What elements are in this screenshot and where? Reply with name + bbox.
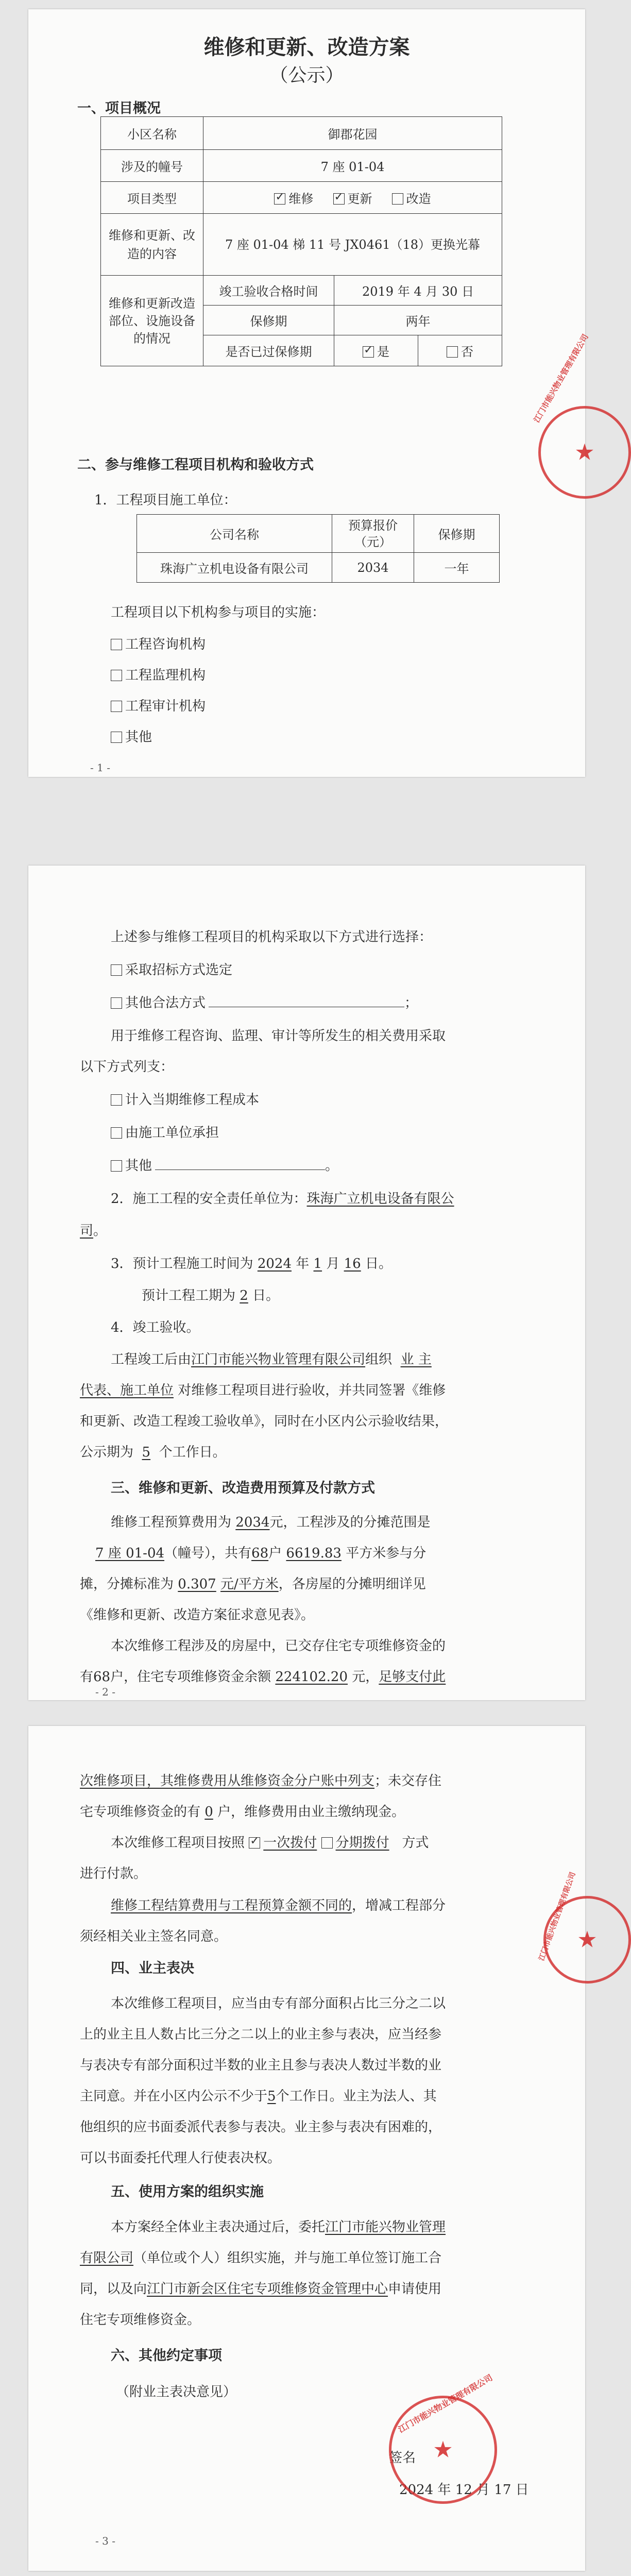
p2-acceptance-l3: 和更新、改造工程竣工验收单》，同时在小区内公示验收结果， (80, 1414, 449, 1429)
tender-label: 采取招标方式选定 (125, 962, 233, 978)
scope-text-2: 户 (268, 1546, 282, 1561)
budget-cell: 2034 (332, 553, 414, 583)
p2-safety-unit (111, 1188, 454, 1207)
checkbox-other (111, 732, 122, 743)
community-name-label: 小区名称 (101, 117, 203, 150)
section-2-heading: 二、参与维修工程项目机构和验收方式 (77, 457, 314, 473)
warranty-header: 保修期 (414, 515, 500, 553)
p3-vote-2: 上的业主且人数占比三分之二以上的业主参与表决，应当经参 (80, 2027, 442, 2042)
org-consulting (111, 634, 206, 653)
impl-text-3: 同，以及向 (80, 2281, 147, 2297)
p3-line-1 (80, 1770, 441, 1789)
p2-line-21: 《维修和更新、改造方案征求意见表》。 (80, 1607, 315, 1623)
schedule-label: 3．预计工程施工时间为 (111, 1256, 253, 1272)
scope-text-1: （幢号），共有 (164, 1546, 252, 1561)
p3-vote-5: 他组织的应书面委派代表参与表决。业主参与表决有困难的， (80, 2120, 442, 2135)
org-consulting-label: 工程咨询机构 (125, 637, 206, 652)
p2-cost-current (111, 1089, 259, 1108)
section-1-heading: 一、项目概况 (77, 100, 161, 116)
p3-line-4: 进行付款。 (80, 1866, 147, 1882)
budget-text: 元，工程涉及的分摊范围是 (269, 1515, 431, 1530)
payment-mode-text: 方式 (402, 1835, 429, 1851)
p3-line-2 (80, 1801, 405, 1820)
p2-schedule (111, 1253, 392, 1272)
checkbox-other-method (111, 997, 122, 1009)
p2-safety-unit-cont: 司。 (80, 1223, 107, 1239)
p3-line-3 (111, 1832, 429, 1851)
p2-acceptance-l4 (80, 1442, 226, 1461)
p2-tender-option (111, 959, 232, 978)
company-cell: 珠海广立机电设备有限公司 (137, 553, 332, 583)
schedule-day: 16 (344, 1256, 361, 1272)
no-label: 否 (461, 345, 473, 359)
other-orgs-intro: 工程项目以下机构参与项目的实施： (111, 605, 326, 620)
rate-unit: 元/平方米 (220, 1577, 279, 1592)
duration-label: 预计工程工期为 (142, 1288, 236, 1303)
impl-company-cont: 有限公司 (80, 2250, 134, 2266)
p2-budget (111, 1512, 430, 1531)
org-supervision (111, 665, 206, 684)
content-label: 维修和更新、改造的内容 (101, 214, 203, 276)
checkbox-yes (363, 346, 374, 358)
project-overview-table (100, 116, 502, 366)
unpaid-households: 0 (204, 1804, 213, 1820)
p2-acceptance-l2 (80, 1380, 446, 1399)
cost-contractor-label: 由施工单位承担 (125, 1125, 219, 1141)
duration-days: 2 (240, 1288, 248, 1303)
section-6-heading: 六、其他约定事项 (111, 2348, 222, 2364)
org-audit-label: 工程审计机构 (125, 699, 206, 714)
company-header: 公司名称 (137, 515, 332, 553)
yes-label: 是 (377, 345, 389, 359)
p3-impl-1 (111, 2216, 446, 2235)
p3-text-5: ，增减工程部分 (352, 1898, 446, 1913)
org-other (111, 726, 152, 745)
scope-households: 68 (251, 1546, 269, 1561)
page-1 (28, 9, 595, 777)
p3-text-1: ；未交存住 (374, 1773, 442, 1789)
payment-mode-label: 本次维修工程项目按照 (111, 1835, 245, 1851)
duration-unit: 日。 (252, 1288, 280, 1303)
org-supervision-label: 工程监理机构 (125, 668, 206, 683)
checkbox-no (447, 346, 458, 358)
p2-rate (80, 1573, 426, 1592)
publicity-days: 5 (142, 1445, 151, 1460)
impl-text-4: 申请使用 (388, 2281, 442, 2297)
cost-current-label: 计入当期维修工程成本 (125, 1092, 260, 1108)
project-type-options (203, 182, 502, 214)
warranty-cell: 一年 (414, 553, 500, 583)
impl-company: 江门市能兴物业管理 (325, 2219, 446, 2235)
p3-vote-3: 与表决专有部分面积过半数的业主且参与表决人数过半数的业 (80, 2058, 442, 2073)
option-renovate: 改造 (406, 192, 431, 206)
page-3 (28, 1726, 598, 2571)
facility-label: 维修和更新改造部位、设施设备的情况 (101, 276, 203, 366)
p2-scope (80, 1543, 426, 1562)
contractor-table (137, 514, 500, 583)
p3-vote-6: 可以书面委托代理人行使表决权。 (80, 2150, 281, 2166)
scope-building: 7 座 01-04 (95, 1546, 165, 1561)
project-type-label: 项目类型 (101, 182, 203, 214)
fund-text-1: 有 (80, 1669, 94, 1685)
checkbox-supervision (111, 670, 122, 681)
section-4-heading: 四、业主表决 (111, 1960, 194, 1976)
budget-amount: 2034 (235, 1515, 270, 1530)
p2-other-method: 其他合法方式 ； (111, 992, 418, 1011)
p2-fund (80, 1666, 446, 1685)
p3-vote-1: 本次维修工程项目，应当由专有部分面积占比三分之二以 (111, 1996, 446, 2011)
page-2 (28, 866, 585, 1700)
lump-sum-option: 一次拨付 (263, 1835, 317, 1851)
p3-date: 2024 年 12 月 17 日 (399, 2482, 529, 2498)
section-3-heading: 三、维修和更新、改造费用预算及付款方式 (111, 1480, 375, 1496)
cost-other-label: 其他 (125, 1158, 152, 1174)
seal-star-icon: ★ (574, 439, 595, 466)
fund-text-2: 户，住宅专项维修资金余额 (110, 1669, 271, 1685)
publicity-label: 公示期为 (80, 1445, 134, 1460)
p3-line-5 (111, 1895, 446, 1914)
seal-text-2: 江门市能兴物业管理有限公司 (537, 1871, 577, 1962)
document-subtitle: （公示） (269, 65, 344, 86)
p3-impl-4: 住宅专项维修资金。 (80, 2312, 201, 2328)
seal-star-icon-2: ★ (577, 1926, 598, 1953)
checkbox-installment (321, 1837, 333, 1849)
installment-option: 分期拨付 (335, 1835, 389, 1851)
seal-text-3: 江门市能兴物业管理有限公司 (396, 2372, 494, 2435)
warranty-expired-no (418, 335, 502, 366)
option-update: 更新 (347, 192, 372, 206)
settlement-difference: 维修工程结算费用与工程预算金额不同的 (111, 1898, 352, 1913)
vote-text-c: 个工作日。业主为法人、其 (276, 2089, 437, 2104)
building-label: 涉及的幢号 (101, 150, 203, 182)
other-method-label: 其他合法方式 (125, 995, 206, 1011)
warranty-expired-label: 是否已过保修期 (203, 335, 334, 366)
p2-line-22: 本次维修工程涉及的房屋中，已交存住宅专项维修资金的 (111, 1638, 446, 1654)
p2-cost-contractor (111, 1122, 219, 1141)
safety-unit-label: 2．施工工程的安全责任单位为： (111, 1191, 307, 1207)
acc-text-1: 工程竣工后由 (111, 1352, 192, 1367)
option-repair: 维修 (288, 192, 314, 206)
seal-star-icon-3: ★ (433, 2436, 453, 2463)
scope-text-3: 平方米参与分 (346, 1546, 427, 1561)
schedule-year: 2024 (257, 1256, 292, 1272)
acc-text-2: 组织 (365, 1352, 393, 1367)
acc-owners: 业 主 (400, 1352, 432, 1367)
company-seal-3 (389, 2372, 497, 2504)
fund-balance: 224102.20 (275, 1669, 348, 1685)
section-5-heading: 五、使用方案的组织实施 (111, 2184, 264, 2200)
p2-line-1: 上述参与维修工程项目的机构采取以下方式进行选择： (111, 929, 433, 945)
fund-sufficient: 足够支付此 (379, 1669, 446, 1685)
checkbox-cost-contractor (111, 1127, 122, 1139)
p3-vote-4 (80, 2086, 437, 2105)
page-number-1: - 1 - (90, 761, 110, 774)
checkbox-repair (274, 193, 285, 205)
publicity-unit: 个工作日。 (159, 1445, 226, 1460)
p3-impl-2 (80, 2247, 441, 2266)
budget-label: 维修工程预算费用为 (111, 1515, 232, 1530)
safety-unit-value-cont: 司 (80, 1223, 94, 1239)
acceptance-date-value: 2019 年 4 月 30 日 (334, 276, 502, 306)
checkbox-cost-current (111, 1094, 122, 1106)
p3-impl-3 (80, 2278, 441, 2297)
contractor-subheading: 1．工程项目施工单位： (94, 493, 237, 508)
p3-signature-label: 签名 (389, 2450, 416, 2466)
acceptance-date-label: 竣工验收合格时间 (203, 276, 334, 306)
checkbox-update (333, 193, 345, 205)
acc-organizer: 江门市能兴物业管理有限公司 (191, 1352, 366, 1367)
vote-text-a: 主同意。并在小区内公示不少于 (80, 2089, 268, 2104)
month-unit: 月 (326, 1256, 340, 1272)
checkbox-cost-other (111, 1160, 122, 1172)
p2-duration (142, 1285, 279, 1304)
page-number-3: - 3 - (95, 2535, 115, 2547)
community-name-value: 御郡花园 (203, 117, 502, 150)
p2-acceptance: 4．竣工验收。 (111, 1320, 200, 1335)
p2-acceptance-l1 (111, 1349, 432, 1368)
safety-unit-value: 珠海广立机电设备有限公 (306, 1191, 454, 1207)
checkbox-lump-sum (249, 1837, 260, 1849)
scope-area: 6619.83 (286, 1546, 342, 1561)
checkbox-audit (111, 701, 122, 712)
building-value: 7 座 01-04 (203, 150, 502, 182)
warranty-expired-yes (334, 335, 418, 366)
seal-text-1: 江门市能兴物业管理有限公司 (532, 332, 590, 425)
fund-text-3: 元， (352, 1669, 379, 1685)
year-unit: 年 (296, 1256, 310, 1272)
impl-text-1: 本方案经全体业主表决通过后，委托 (111, 2219, 326, 2235)
budget-header: 预算报价（元） (332, 515, 414, 553)
schedule-month: 1 (313, 1256, 322, 1272)
warranty-value: 两年 (334, 306, 502, 335)
org-audit (111, 696, 206, 715)
company-seal-1 (532, 332, 631, 499)
acc-text-3: 对维修工程项目进行验收，并共同签署《维修 (178, 1383, 446, 1398)
p2-line-5: 以下方式列支： (80, 1059, 174, 1075)
fund-households: 68 (93, 1669, 111, 1685)
day-unit: 日。 (365, 1256, 392, 1272)
org-other-label: 其他 (125, 730, 152, 745)
rate-label: 摊，分摊标准为 (80, 1577, 174, 1592)
page-number-2: - 2 - (95, 1686, 115, 1698)
rate-text: ，各房屋的分摊明细详见 (278, 1577, 426, 1592)
company-seal-2 (537, 1871, 631, 1984)
p3-attachment-note: （附业主表决意见） (116, 2384, 237, 2400)
fund-center: 江门市新会区住宅专项维修资金管理中心 (147, 2281, 388, 2297)
vote-days: 5 (267, 2089, 276, 2104)
acc-participants: 代表、施工单位 (80, 1383, 174, 1398)
checkbox-tender (111, 964, 122, 976)
content-value: 7 座 01-04 梯 11 号 JX0461（18）更换光幕 (203, 214, 502, 276)
checkbox-consulting (111, 639, 122, 650)
p2-line-4: 用于维修工程咨询、监理、审计等所发生的相关费用采取 (111, 1028, 446, 1044)
document-title: 维修和更新、改造方案 (203, 35, 410, 59)
impl-text-2: （单位或个人）组织实施，并与施工单位签订施工合 (133, 2250, 442, 2266)
p2-cost-other: 其他 。 (111, 1155, 338, 1174)
payment-source: 次维修项目，其维修费用从维修资金分户账中列支 (80, 1773, 375, 1789)
unpaid-text: 户，维修费用由业主缴纳现金。 (217, 1804, 405, 1820)
rate-value: 0.307 (178, 1577, 216, 1592)
warranty-label: 保修期 (203, 306, 334, 335)
unpaid-label: 宅专项维修资金的有 (80, 1804, 201, 1820)
checkbox-renovate (392, 193, 403, 205)
p3-line-6: 须经相关业主签名同意。 (80, 1929, 228, 1944)
